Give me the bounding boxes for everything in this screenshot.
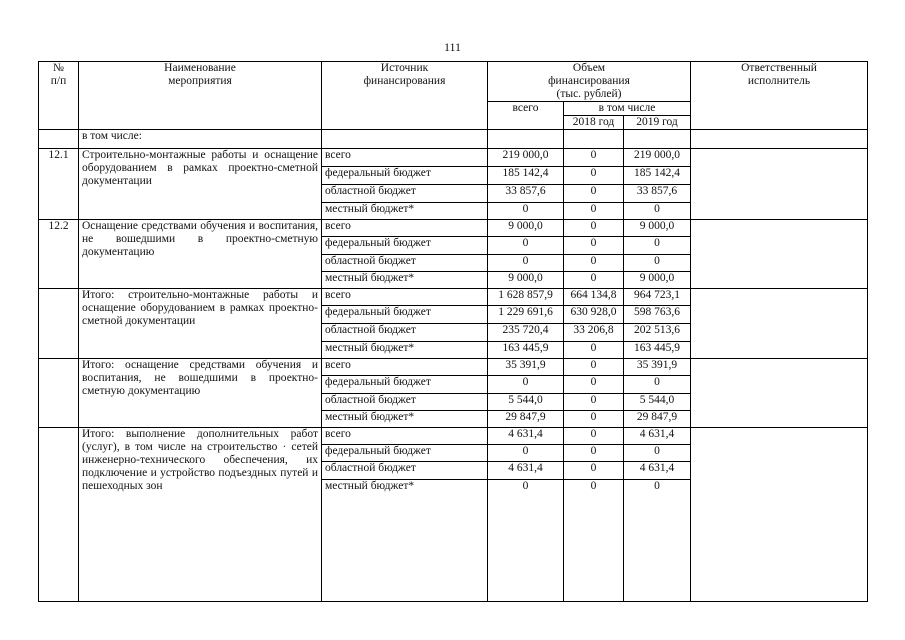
amount-2019: 163 445,9 (624, 342, 691, 359)
row-number (39, 359, 79, 428)
funding-source: всего (322, 220, 488, 237)
amount-2018: 0 (564, 342, 624, 359)
amount-total: 0 (488, 445, 564, 462)
amount-2019: 4 631,4 (624, 428, 691, 445)
amount-2019: 0 (624, 445, 691, 462)
measure-name: Итого: выполнение дополнительных работ (услуг), в том числе на строительство · сетей инженерно-технического обеспечения, их подключение и устройство подъездных путей и пешеходных зон (79, 428, 322, 602)
funding-source: местный бюджет* (322, 480, 488, 602)
amount-2019: 0 (624, 376, 691, 394)
amount-total: 219 000,0 (488, 149, 564, 167)
row-number: 12.1 (39, 149, 79, 220)
funding-source: всего (322, 289, 488, 306)
amount-total: 35 391,9 (488, 359, 564, 376)
intro-num-cell (39, 130, 79, 149)
amount-2019: 219 000,0 (624, 149, 691, 167)
amount-2018: 0 (564, 480, 624, 602)
amount-2019: 0 (624, 237, 691, 255)
amount-2018: 0 (564, 237, 624, 255)
table-row (39, 220, 868, 237)
funding-source: всего (322, 428, 488, 445)
intro-row (39, 130, 868, 149)
amount-2019: 29 847,9 (624, 411, 691, 428)
intro-label: в том числе: (79, 130, 322, 149)
table-row (39, 149, 868, 167)
intro-empty-cell (488, 130, 564, 149)
amount-2018: 0 (564, 203, 624, 220)
intro-empty-cell (322, 130, 488, 149)
amount-2019: 0 (624, 203, 691, 220)
intro-empty-cell (624, 130, 691, 149)
amount-2018: 0 (564, 394, 624, 411)
amount-total: 4 631,4 (488, 428, 564, 445)
funding-source: федеральный бюджет (322, 376, 488, 394)
amount-total: 0 (488, 255, 564, 272)
amount-2018: 0 (564, 428, 624, 445)
amount-total: 235 720,4 (488, 324, 564, 342)
funding-source: федеральный бюджет (322, 167, 488, 185)
amount-2019: 0 (624, 255, 691, 272)
funding-source: федеральный бюджет (322, 237, 488, 255)
intro-empty-cell (564, 130, 624, 149)
amount-total: 1 628 857,9 (488, 289, 564, 306)
amount-total: 0 (488, 203, 564, 220)
row-number (39, 428, 79, 602)
amount-2019: 33 857,6 (624, 185, 691, 203)
header-volume: Объем финансирования (тыс. рублей) (488, 62, 691, 102)
responsible-cell (691, 359, 868, 428)
table-row (39, 289, 868, 306)
header-total: всего (488, 102, 564, 130)
amount-2018: 0 (564, 272, 624, 289)
header-2018: 2018 год (564, 116, 624, 130)
funding-source: областной бюджет (322, 255, 488, 272)
responsible-cell (691, 149, 868, 220)
responsible-cell (691, 220, 868, 289)
funding-source: местный бюджет* (322, 342, 488, 359)
header-2019: 2019 год (624, 116, 691, 130)
header-name: Наименование мероприятия (79, 62, 322, 130)
amount-total: 1 229 691,6 (488, 306, 564, 324)
amount-2019: 202 513,6 (624, 324, 691, 342)
amount-2018: 0 (564, 167, 624, 185)
funding-source: всего (322, 359, 488, 376)
responsible-cell (691, 428, 868, 602)
header-including: в том числе (564, 102, 691, 116)
funding-source: областной бюджет (322, 324, 488, 342)
amount-total: 185 142,4 (488, 167, 564, 185)
table-row (39, 359, 868, 376)
financing-table (38, 61, 868, 602)
funding-source: федеральный бюджет (322, 445, 488, 462)
amount-2018: 630 928,0 (564, 306, 624, 324)
intro-empty-cell (691, 130, 868, 149)
page-number: 111 (443, 40, 462, 54)
amount-total: 0 (488, 376, 564, 394)
amount-total: 9 000,0 (488, 272, 564, 289)
amount-total: 0 (488, 237, 564, 255)
funding-source: областной бюджет (322, 394, 488, 411)
amount-total: 9 000,0 (488, 220, 564, 237)
amount-2018: 664 134,8 (564, 289, 624, 306)
row-number (39, 289, 79, 359)
amount-total: 33 857,6 (488, 185, 564, 203)
amount-2019: 5 544,0 (624, 394, 691, 411)
amount-2018: 0 (564, 445, 624, 462)
funding-source: местный бюджет* (322, 272, 488, 289)
amount-2018: 0 (564, 149, 624, 167)
measure-name: Итого: строительно-монтажные работы и оснащение оборудованием в рамках проектно-сметной документации (79, 289, 322, 359)
amount-2019: 35 391,9 (624, 359, 691, 376)
measure-name: Итого: оснащение средствами обучения и воспитания, не вошедшими в проектно-сметную документацию (79, 359, 322, 428)
amount-total: 5 544,0 (488, 394, 564, 411)
table-row (39, 428, 868, 445)
amount-2019: 4 631,4 (624, 462, 691, 480)
amount-2018: 0 (564, 185, 624, 203)
funding-source: местный бюджет* (322, 411, 488, 428)
amount-total: 29 847,9 (488, 411, 564, 428)
amount-2019: 185 142,4 (624, 167, 691, 185)
funding-source: федеральный бюджет (322, 306, 488, 324)
funding-source: местный бюджет* (322, 203, 488, 220)
amount-2018: 0 (564, 359, 624, 376)
row-number: 12.2 (39, 220, 79, 289)
amount-2018: 0 (564, 376, 624, 394)
amount-total: 0 (488, 480, 564, 602)
header-responsible: Ответственный исполнитель (691, 62, 868, 130)
responsible-cell (691, 289, 868, 359)
amount-2019: 0 (624, 480, 691, 602)
header-source: Источник финансирования (322, 62, 488, 130)
amount-2019: 9 000,0 (624, 220, 691, 237)
amount-2018: 33 206,8 (564, 324, 624, 342)
funding-source: областной бюджет (322, 462, 488, 480)
amount-2018: 0 (564, 462, 624, 480)
amount-total: 163 445,9 (488, 342, 564, 359)
amount-2018: 0 (564, 220, 624, 237)
amount-2018: 0 (564, 411, 624, 428)
header-num: № п/п (39, 62, 79, 130)
funding-source: всего (322, 149, 488, 167)
amount-2018: 0 (564, 255, 624, 272)
amount-total: 4 631,4 (488, 462, 564, 480)
amount-2019: 598 763,6 (624, 306, 691, 324)
amount-2019: 964 723,1 (624, 289, 691, 306)
amount-2019: 9 000,0 (624, 272, 691, 289)
funding-source: областной бюджет (322, 185, 488, 203)
measure-name: Строительно-монтажные работы и оснащение оборудованием в рамках проектно-сметной документации (79, 149, 322, 220)
measure-name: Оснащение средствами обучения и воспитания, не вошедшими в проектно-сметную документацию (79, 220, 322, 289)
